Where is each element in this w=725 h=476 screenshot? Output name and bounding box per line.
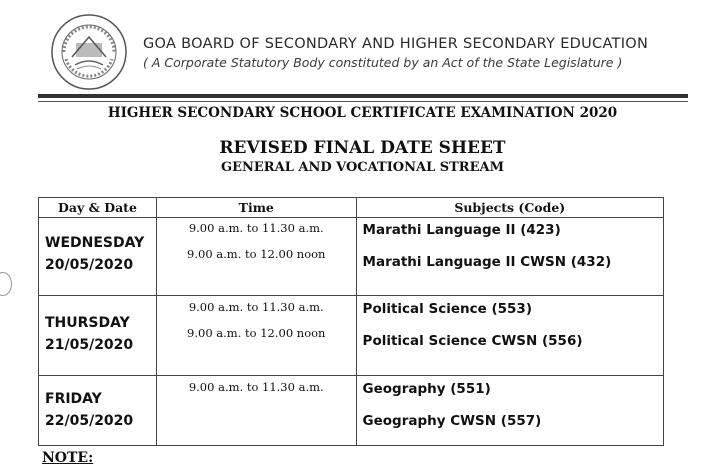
subject-item: Marathi Language II CWSN (432) [362,254,612,270]
day-label: THURSDAY [45,315,130,331]
time-cell [156,376,356,446]
time-slot: 9.00 a.m. to 12.00 noon [187,247,326,261]
subject-item: Political Science CWSN (556) [362,333,583,349]
date-label: 22/05/2020 [45,413,134,429]
header-subjects: Subjects (Code) [356,198,663,218]
header-divider [38,94,688,98]
time-slot: 9.00 a.m. to 12.00 noon [187,326,326,340]
table-row [39,218,664,296]
note-label: NOTE: [42,450,94,466]
header-divider-thin [38,101,688,102]
date-sheet-table [38,197,664,446]
sheet-title: REVISED FINAL DATE SHEET [219,138,506,158]
subject-item: Geography CWSN (557) [362,413,542,429]
header-day-date: Day & Date [39,198,157,218]
board-seal-icon [50,13,128,91]
subjects-cell [356,296,663,376]
time-slot: 9.00 a.m. to 11.30 a.m. [188,380,324,394]
subjects-cell [356,376,663,446]
time-cell [156,296,356,376]
time-slot: 9.00 a.m. to 11.30 a.m. [188,300,324,314]
day-label: WEDNESDAY [45,235,145,251]
table-row [39,296,664,376]
date-label: 20/05/2020 [45,257,134,273]
board-name: GOA BOARD OF SECONDARY AND HIGHER SECONDARY EDUCATION [143,36,649,52]
subject-item: Political Science (553) [362,301,532,317]
header-time: Time [156,198,356,218]
stream-title: GENERAL AND VOCATIONAL STREAM [221,160,504,175]
board-subtitle: ( A Corporate Statutory Body constituted by an Act of the State Legislature ) [143,55,623,70]
time-cell [156,218,356,296]
day-date-cell [39,376,157,446]
punch-hole [0,272,12,296]
subject-item: Marathi Language II (423) [362,222,561,238]
subjects-cell [356,218,663,296]
subject-item: Geography (551) [362,381,491,397]
exam-title: HIGHER SECONDARY SCHOOL CERTIFICATE EXAMINATION 2020 [107,105,618,121]
day-date-cell [39,218,157,296]
table-header-row [39,198,664,218]
date-label: 21/05/2020 [45,337,134,353]
table-row [39,376,664,446]
day-label: FRIDAY [45,391,102,407]
day-date-cell [39,296,157,376]
time-slot: 9.00 a.m. to 11.30 a.m. [188,221,324,235]
